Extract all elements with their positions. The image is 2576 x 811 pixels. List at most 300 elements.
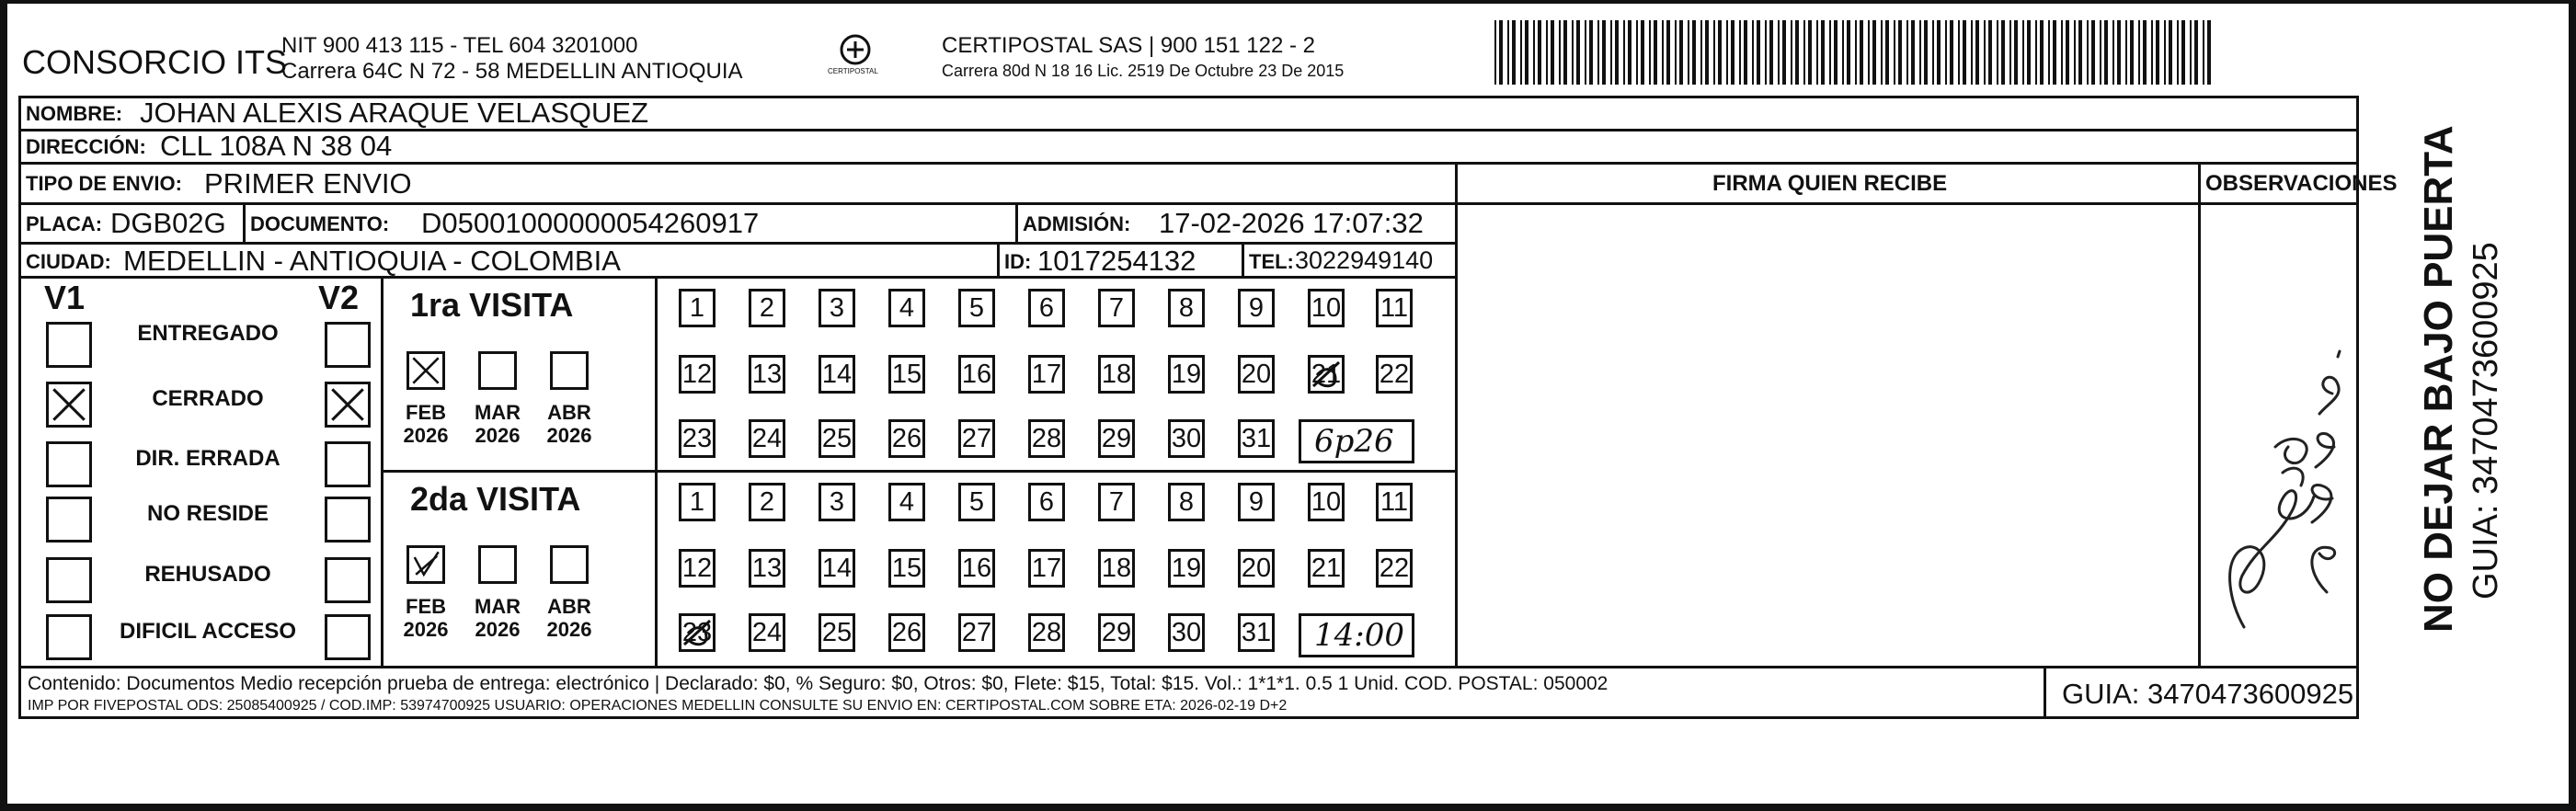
barcode-bar <box>1919 20 1921 85</box>
day-number: 21 <box>1311 360 1342 389</box>
barcode-bar <box>1971 20 1973 85</box>
day-number: 28 <box>1031 424 1062 453</box>
direccion-label: DIRECCIÓN: <box>26 135 146 158</box>
month-name: MAR <box>474 595 521 618</box>
company-name: CONSORCIO ITS <box>22 43 288 81</box>
barcode-bar <box>1911 20 1915 85</box>
barcode-bar <box>2100 20 2101 85</box>
day-number: 29 <box>1101 618 1132 647</box>
barcode-bar <box>1726 20 1728 85</box>
tel-value: 3022949140 <box>1295 246 1434 274</box>
day-number: 6 <box>1038 293 1055 323</box>
day-number: 2 <box>759 293 775 323</box>
day-cell-7[interactable] <box>1098 483 1135 521</box>
logo-text: CERTIPOSTAL <box>828 67 878 75</box>
day-number: 20 <box>1241 360 1272 389</box>
day-number: 6 <box>1038 487 1055 517</box>
month-year: 2026 <box>403 424 449 448</box>
day-number: 24 <box>751 424 783 453</box>
day-number: 27 <box>961 618 992 647</box>
barcode-bar <box>1778 20 1780 85</box>
barcode-bar <box>1988 20 1992 85</box>
status-label: ENTREGADO <box>137 321 279 346</box>
barcode-bar <box>1885 20 1889 85</box>
signature-area[interactable] <box>1459 206 2196 664</box>
day-cell-31[interactable] <box>1238 419 1275 458</box>
day-cell-14[interactable] <box>819 549 855 588</box>
day-cell-28[interactable] <box>1028 419 1065 458</box>
barcode-bar <box>1963 20 1966 85</box>
barcode-bar <box>2207 20 2211 85</box>
visit-calendar-divider <box>655 276 658 666</box>
barcode-bar <box>2156 20 2159 85</box>
company-address: Carrera 64C N 72 - 58 MEDELLIN ANTIOQUIA <box>281 59 743 84</box>
barcode-bar <box>1898 20 1902 85</box>
day-number: 30 <box>1171 424 1202 453</box>
barcode-bar <box>1782 20 1786 85</box>
day-cell-18[interactable] <box>1098 355 1135 394</box>
handwritten-box[interactable] <box>1299 419 1414 463</box>
day-cell-26[interactable] <box>888 613 925 652</box>
barcode-bar <box>1692 20 1696 85</box>
v2-checkbox-6[interactable] <box>325 614 371 660</box>
day-number: 18 <box>1101 360 1132 389</box>
month-label <box>469 595 526 642</box>
carrier-line-2: Carrera 80d N 18 16 Lic. 2519 De Octubre 23 De 2015 <box>942 62 1345 80</box>
day-number: 4 <box>899 293 915 323</box>
scan-border-top <box>0 0 2576 4</box>
day-cell-30[interactable] <box>1168 613 1205 652</box>
month-checkbox-mar[interactable] <box>478 545 517 584</box>
barcode-bar <box>1894 20 1895 85</box>
day-cell-20[interactable] <box>1238 549 1275 588</box>
day-cell-1[interactable] <box>679 289 716 327</box>
footer-line-1: Contenido: Documentos Medio recepción prueba de entrega: electrónico | Declarado: $0, % Seguro: $0, Otros: $0, Flete: $15, Total: $15. Vol.: 1*1*1. 0.5 1 Unid. COD. POSTAL: 050002 <box>28 673 1609 694</box>
visit-divider <box>381 470 1455 473</box>
month-label <box>541 595 598 642</box>
day-number: 7 <box>1108 487 1125 517</box>
tel-label: TEL: <box>1249 250 1294 273</box>
day-number: 31 <box>1241 424 1272 453</box>
barcode-bar <box>1906 20 1908 85</box>
day-cell-17[interactable] <box>1028 355 1065 394</box>
barcode-bar <box>2143 20 2147 85</box>
barcode-bar <box>1649 20 1651 85</box>
v2-checkbox-4[interactable] <box>325 497 371 543</box>
month-checkbox-mar[interactable] <box>478 351 517 390</box>
day-cell-25[interactable] <box>819 613 855 652</box>
day-number: 25 <box>821 618 853 647</box>
tel-divider <box>1242 242 1244 276</box>
month-name: MAR <box>474 401 521 424</box>
footer-guia: GUIA: 3470473600925 <box>2062 678 2354 710</box>
barcode-bar <box>1975 20 1979 85</box>
v1-checkbox-1[interactable] <box>46 322 92 368</box>
day-cell-6[interactable] <box>1028 483 1065 521</box>
day-number: 26 <box>891 424 922 453</box>
v1-header: V1 <box>44 279 86 316</box>
barcode-bar <box>2177 20 2179 85</box>
barcode-bar <box>1615 20 1619 85</box>
barcode-bar <box>1945 20 1947 85</box>
v1-checkbox-6[interactable] <box>46 614 92 660</box>
barcode-bar <box>1538 20 1541 85</box>
barcode-bar <box>2190 20 2192 85</box>
day-number: 18 <box>1101 554 1132 583</box>
barcode-bar <box>1821 20 1825 85</box>
day-cell-23[interactable] <box>679 419 716 458</box>
day-number: 15 <box>891 360 922 389</box>
day-number: 23 <box>681 424 713 453</box>
nombre-label: NOMBRE: <box>26 102 123 125</box>
scan-border-bottom <box>0 804 2576 811</box>
day-cell-23[interactable] <box>679 613 716 652</box>
day-cell-11[interactable] <box>1376 483 1413 521</box>
barcode-bar <box>2035 20 2037 85</box>
barcode-bar <box>1984 20 1986 85</box>
day-cell-21[interactable] <box>1308 355 1345 394</box>
day-number: 22 <box>1379 360 1410 389</box>
status-label: DIFICIL ACCESO <box>119 619 296 644</box>
day-number: 16 <box>961 360 992 389</box>
row-divider <box>18 162 2359 165</box>
barcode-bar <box>2151 20 2153 85</box>
month-name: ABR <box>547 595 591 618</box>
v2-checkbox-1[interactable] <box>325 322 371 368</box>
day-cell-26[interactable] <box>888 419 925 458</box>
status-label: DIR. ERRADA <box>135 446 280 471</box>
day-cell-10[interactable] <box>1308 289 1345 327</box>
month-checkbox-abr[interactable] <box>550 545 589 584</box>
barcode-bar <box>1855 20 1857 85</box>
month-label <box>541 401 598 448</box>
id-label: ID: <box>1004 250 1032 273</box>
documento-label: DOCUMENTO: <box>250 212 390 235</box>
barcode-bar <box>1950 20 1953 85</box>
barcode-bar <box>1628 20 1631 85</box>
barcode-bar <box>2087 20 2089 85</box>
barcode-bar <box>1816 20 1818 85</box>
v1-checkbox-4[interactable] <box>46 497 92 543</box>
status-label: CERRADO <box>152 386 264 411</box>
month-label <box>397 595 454 642</box>
barcode-bar <box>1808 20 1812 85</box>
barcode-bar <box>2078 20 2082 85</box>
barcode-bar <box>2181 20 2185 85</box>
month-checkbox-feb[interactable] <box>406 351 445 390</box>
day-cell-18[interactable] <box>1098 549 1135 588</box>
day-number: 17 <box>1031 554 1062 583</box>
barcode-bar <box>1705 20 1709 85</box>
day-cell-1[interactable] <box>679 483 716 521</box>
side-guia: GUIA: 3470473600925 <box>2467 242 2505 600</box>
barcode-bar <box>1731 20 1735 85</box>
day-cell-15[interactable] <box>888 355 925 394</box>
barcode-bar <box>2125 20 2127 85</box>
barcode-bar <box>1675 20 1677 85</box>
barcode-bar <box>1572 20 1574 85</box>
v1-checkbox-3[interactable] <box>46 441 92 487</box>
barcode-bar <box>1769 20 1773 85</box>
admision-value: 17-02-2026 17:07:32 <box>1159 207 1424 239</box>
day-cell-24[interactable] <box>749 613 785 652</box>
barcode-bar <box>2001 20 2005 85</box>
check-mark-icon <box>409 354 442 387</box>
day-number: 13 <box>751 554 783 583</box>
day-number: 9 <box>1248 293 1265 323</box>
day-number: 2 <box>759 487 775 517</box>
placa-divider <box>243 202 246 242</box>
placa-label: PLACA: <box>26 212 103 235</box>
day-number: 15 <box>891 554 922 583</box>
handwritten-note: 14:00 <box>1314 617 1404 654</box>
day-number: 5 <box>968 487 985 517</box>
month-checkbox-feb[interactable] <box>406 545 445 584</box>
no-dejar-bajo-puerta: NO DEJAR BAJO PUERTA <box>2416 125 2461 633</box>
day-cell-31[interactable] <box>1238 613 1275 652</box>
v2-checkbox-3[interactable] <box>325 441 371 487</box>
observaciones-left-border <box>2198 162 2201 666</box>
month-label <box>469 401 526 448</box>
barcode-bar <box>2014 20 2018 85</box>
barcode-bar <box>1803 20 1805 85</box>
barcode-bar <box>2104 20 2108 85</box>
barcode-bar <box>2066 20 2069 85</box>
barcode-bar <box>2053 20 2056 85</box>
month-year: 2026 <box>475 424 521 448</box>
barcode-bar <box>2091 20 2095 85</box>
observaciones-area[interactable] <box>2202 206 2356 664</box>
day-number: 13 <box>751 360 783 389</box>
barcode-bar <box>1610 20 1612 85</box>
barcode-bar <box>1700 20 1702 85</box>
day-number: 21 <box>1311 554 1342 583</box>
day-number: 31 <box>1241 618 1272 647</box>
day-number: 17 <box>1031 360 1062 389</box>
day-cell-12[interactable] <box>679 549 716 588</box>
day-cell-19[interactable] <box>1168 549 1205 588</box>
day-cell-13[interactable] <box>749 355 785 394</box>
barcode-bar <box>1623 20 1625 85</box>
day-cell-8[interactable] <box>1168 483 1205 521</box>
v2-header: V2 <box>318 279 360 316</box>
day-number: 10 <box>1311 293 1342 323</box>
barcode-bar <box>1688 20 1689 85</box>
day-cell-11[interactable] <box>1376 289 1413 327</box>
barcode-bar <box>1718 20 1722 85</box>
day-cell-22[interactable] <box>1376 355 1413 394</box>
day-cell-27[interactable] <box>958 613 995 652</box>
barcode-bar <box>1752 20 1754 85</box>
day-cell-27[interactable] <box>958 419 995 458</box>
day-cell-16[interactable] <box>958 355 995 394</box>
handwritten-observacion <box>2202 206 2356 664</box>
admision-label: ADMISIÓN: <box>1023 212 1131 235</box>
v1-checkbox-5[interactable] <box>46 557 92 603</box>
v1-checkbox-2[interactable] <box>46 382 92 428</box>
barcode-bar <box>1958 20 1960 85</box>
day-cell-19[interactable] <box>1168 355 1205 394</box>
direccion-value: CLL 108A N 38 04 <box>160 130 393 162</box>
barcode-bar <box>1512 20 1516 85</box>
v2-checkbox-2[interactable] <box>325 382 371 428</box>
barcode-bar <box>2040 20 2044 85</box>
day-number: 22 <box>1379 554 1410 583</box>
day-cell-3[interactable] <box>819 289 855 327</box>
day-cell-29[interactable] <box>1098 419 1135 458</box>
day-cell-16[interactable] <box>958 549 995 588</box>
day-number: 8 <box>1178 487 1195 517</box>
day-number: 3 <box>829 293 845 323</box>
scan-border-right <box>2569 0 2576 811</box>
certipostal-logo <box>823 33 887 85</box>
month-label <box>397 401 454 448</box>
day-cell-20[interactable] <box>1238 355 1275 394</box>
month-name: FEB <box>406 595 446 618</box>
month-year: 2026 <box>475 618 521 642</box>
barcode-bar <box>1924 20 1928 85</box>
barcode-bar <box>1533 20 1535 85</box>
footer-divider <box>18 666 2359 668</box>
day-cell-7[interactable] <box>1098 289 1135 327</box>
carrier-line-1: CERTIPOSTAL SAS | 900 151 122 - 2 <box>942 33 1315 58</box>
barcode-bar <box>2048 20 2050 85</box>
day-number: 27 <box>961 424 992 453</box>
day-number: 11 <box>1380 487 1409 517</box>
barcode-bar <box>1551 20 1554 85</box>
day-cell-2[interactable] <box>749 289 785 327</box>
day-cell-12[interactable] <box>679 355 716 394</box>
barcode-bar <box>2074 20 2076 85</box>
barcode-bar <box>1997 20 1998 85</box>
barcode-bar <box>1576 20 1580 85</box>
status-label: REHUSADO <box>144 562 271 587</box>
barcode-bar <box>2130 20 2134 85</box>
barcode-bar <box>1546 20 1548 85</box>
day-number: 19 <box>1171 554 1202 583</box>
day-cell-29[interactable] <box>1098 613 1135 652</box>
handwritten-box[interactable] <box>1299 613 1414 657</box>
day-cell-30[interactable] <box>1168 419 1205 458</box>
barcode-bar <box>1765 20 1767 85</box>
day-cell-6[interactable] <box>1028 289 1065 327</box>
id-divider <box>997 242 1000 276</box>
day-cell-14[interactable] <box>819 355 855 394</box>
month-name: ABR <box>547 401 591 424</box>
day-cell-13[interactable] <box>749 549 785 588</box>
footer-line-2: IMP POR FIVEPOSTAL ODS: 25085400925 / COD.IMP: 53974700925 USUARIO: OPERACIONES MEDELLIN CONSULTE SU ENVIO EN: CERTIPOSTAL.COM SOBRE ETA: 2026-02-19 D+2 <box>28 698 1288 714</box>
barcode-bar <box>1744 20 1747 85</box>
day-number: 28 <box>1031 618 1062 647</box>
check-mark-icon <box>49 384 89 425</box>
day-number: 9 <box>1248 487 1265 517</box>
firma-left-border <box>1455 162 1458 666</box>
firma-header-underline <box>1455 202 2359 205</box>
day-cell-25[interactable] <box>819 419 855 458</box>
day-cell-21[interactable] <box>1308 549 1345 588</box>
barcode-bar <box>1559 20 1561 85</box>
check-mark-icon <box>409 548 442 581</box>
day-cell-3[interactable] <box>819 483 855 521</box>
barcode-bar <box>1494 20 1496 85</box>
day-number: 23 <box>681 618 713 647</box>
day-number: 8 <box>1178 293 1195 323</box>
barcode-bar <box>1666 20 1670 85</box>
barcode-bar <box>1563 20 1567 85</box>
day-cell-10[interactable] <box>1308 483 1345 521</box>
visit-title: 1ra VISITA <box>410 286 574 324</box>
day-number: 25 <box>821 424 853 453</box>
documento-value: D05001000000054260917 <box>421 207 760 239</box>
barcode-bar <box>1585 20 1586 85</box>
day-cell-4[interactable] <box>888 483 925 521</box>
barcode-bar <box>2164 20 2166 85</box>
day-cell-5[interactable] <box>958 289 995 327</box>
day-number: 19 <box>1171 360 1202 389</box>
barcode-bar <box>2203 20 2204 85</box>
day-cell-22[interactable] <box>1376 549 1413 588</box>
nombre-value: JOHAN ALEXIS ARAQUE VELASQUEZ <box>140 97 649 129</box>
day-number: 12 <box>681 554 713 583</box>
placa-value: DGB02G <box>110 207 226 239</box>
barcode-bar <box>2022 20 2024 85</box>
day-number: 16 <box>961 554 992 583</box>
month-name: FEB <box>406 401 446 424</box>
barcode <box>1494 20 2221 85</box>
barcode-bar <box>2138 20 2140 85</box>
month-year: 2026 <box>546 618 592 642</box>
barcode-bar <box>1739 20 1741 85</box>
id-value: 1017254132 <box>1037 245 1196 277</box>
barcode-bar <box>1662 20 1664 85</box>
day-cell-2[interactable] <box>749 483 785 521</box>
barcode-bar <box>1679 20 1683 85</box>
barcode-bar <box>2009 20 2011 85</box>
day-cell-17[interactable] <box>1028 549 1065 588</box>
certipostal-logo-icon <box>823 33 887 85</box>
status-label: NO RESIDE <box>146 501 269 526</box>
day-number: 4 <box>899 487 915 517</box>
day-cell-9[interactable] <box>1238 289 1275 327</box>
day-cell-24[interactable] <box>749 419 785 458</box>
day-number: 5 <box>968 293 985 323</box>
barcode-bar <box>1520 20 1522 85</box>
barcode-bar <box>1636 20 1638 85</box>
barcode-bar <box>1868 20 1870 85</box>
day-cell-28[interactable] <box>1028 613 1065 652</box>
barcode-bar <box>1713 20 1715 85</box>
v2-checkbox-5[interactable] <box>325 557 371 603</box>
barcode-bar <box>1860 20 1863 85</box>
day-number: 3 <box>829 487 845 517</box>
barcode-bar <box>1597 20 1599 85</box>
month-checkbox-abr[interactable] <box>550 351 589 390</box>
ciudad-label: CIUDAD: <box>26 250 111 273</box>
day-number: 14 <box>821 554 853 583</box>
day-number: 14 <box>821 360 853 389</box>
tipo-label: TIPO DE ENVIO: <box>26 172 182 195</box>
day-cell-9[interactable] <box>1238 483 1275 521</box>
day-cell-5[interactable] <box>958 483 995 521</box>
barcode-bar <box>1507 20 1509 85</box>
company-nit: NIT 900 413 115 - TEL 604 3201000 <box>281 33 638 58</box>
day-cell-8[interactable] <box>1168 289 1205 327</box>
check-mark-icon <box>327 384 368 425</box>
day-number: 7 <box>1108 293 1125 323</box>
barcode-bar <box>1795 20 1799 85</box>
day-cell-4[interactable] <box>888 289 925 327</box>
day-cell-15[interactable] <box>888 549 925 588</box>
